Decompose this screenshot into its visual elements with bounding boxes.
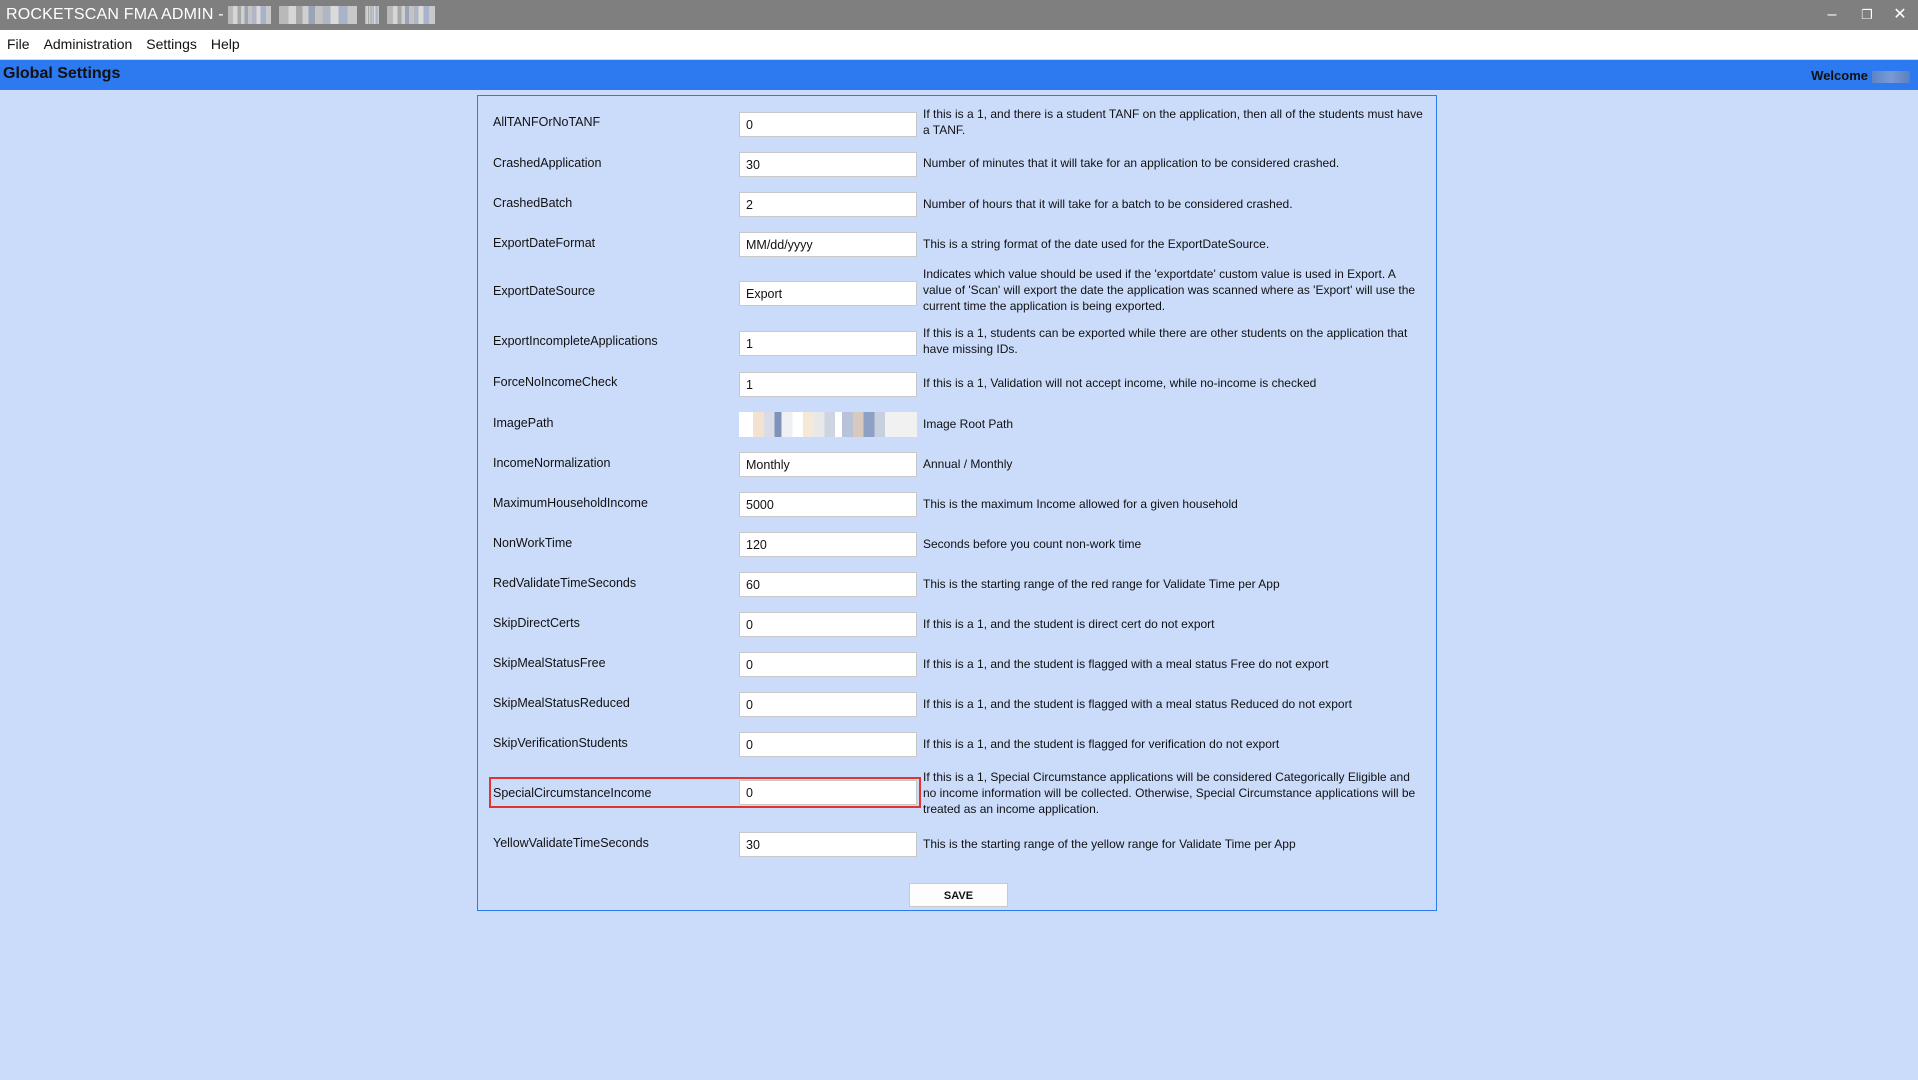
settings-panel xyxy=(477,95,1437,911)
setting-label: SkipMealStatusReduced xyxy=(493,696,630,710)
incomenormalization-input[interactable] xyxy=(739,452,917,477)
redacted-block xyxy=(279,6,357,24)
maximumhouseholdincome-input[interactable] xyxy=(739,492,917,517)
setting-label: SkipDirectCerts xyxy=(493,616,580,630)
menu-bar xyxy=(0,30,1918,60)
setting-label: MaximumHouseholdIncome xyxy=(493,496,648,510)
setting-label: NonWorkTime xyxy=(493,536,573,550)
setting-label: ExportDateSource xyxy=(493,284,596,298)
setting-label: SkipVerificationStudents xyxy=(493,736,628,750)
setting-row-crashedbatch xyxy=(478,182,1436,222)
title-bar xyxy=(0,0,1918,30)
menu-settings[interactable]: Settings xyxy=(146,36,197,52)
setting-label: IncomeNormalization xyxy=(493,456,611,470)
menu-file[interactable]: File xyxy=(7,36,30,52)
yellowvalidatetimeseconds-input[interactable] xyxy=(739,832,917,857)
setting-label: RedValidateTimeSeconds xyxy=(493,576,637,590)
setting-description: This is the starting range of the yellow range for Validate Time per App xyxy=(923,837,1296,851)
setting-label: ForceNoIncomeCheck xyxy=(493,375,618,389)
alltanfornotanf-input[interactable] xyxy=(739,112,917,137)
setting-label: CrashedBatch xyxy=(493,196,573,210)
skipdirectcerts-input[interactable] xyxy=(739,612,917,637)
setting-label: SkipMealStatusFree xyxy=(493,656,606,670)
setting-description: If this is a 1, students can be exported while there are other students on the application that have missing IDs. xyxy=(923,326,1408,356)
exportincompleteapplications-input[interactable] xyxy=(739,331,917,356)
setting-row-skipdirectcerts xyxy=(478,602,1436,642)
skipmealstatusreduced-input[interactable] xyxy=(739,692,917,717)
redacted-block xyxy=(387,6,435,24)
setting-label: ExportIncompleteApplications xyxy=(493,334,658,348)
setting-row-yellowvalidatetimeseconds xyxy=(478,822,1436,862)
setting-row-specialcircumstanceincome xyxy=(478,762,1436,822)
forcenoincomecheck-input[interactable] xyxy=(739,372,917,397)
setting-row-redvalidatetimeseconds xyxy=(478,562,1436,602)
skipverificationstudents-input[interactable] xyxy=(739,732,917,757)
setting-description: Number of hours that it will take for a batch to be considered crashed. xyxy=(923,197,1293,211)
setting-row-skipmealstatusfree xyxy=(478,642,1436,682)
redvalidatetimeseconds-input[interactable] xyxy=(739,572,917,597)
setting-description: If this is a 1, and the student is flagged with a meal status Free do not export xyxy=(923,657,1329,671)
skipmealstatusfree-input[interactable] xyxy=(739,652,917,677)
setting-label: ExportDateFormat xyxy=(493,236,596,250)
setting-label: ImagePath xyxy=(493,416,554,430)
window-title xyxy=(6,6,435,24)
setting-label: SpecialCircumstanceIncome xyxy=(493,786,652,800)
nonworktime-input[interactable] xyxy=(739,532,917,557)
page-header xyxy=(0,60,1918,90)
setting-row-maximumhouseholdincome xyxy=(478,482,1436,522)
setting-description: Annual / Monthly xyxy=(923,457,1013,471)
setting-description: Indicates which value should be used if the 'exportdate' custom value is used in Export. A value of 'Scan' will export the date the application was scanned where as 'Export' will use the current time the application is being exported. xyxy=(923,267,1416,313)
setting-description: If this is a 1, Special Circumstance applications will be considered Categorically Eligible and no income information will be collected. Otherwise, Special Circumstance applications will be treated as an income application. xyxy=(923,770,1416,816)
welcome-text: Welcome xyxy=(1811,68,1868,83)
setting-row-exportdatesource xyxy=(478,262,1436,322)
setting-description: Seconds before you count non-work time xyxy=(923,537,1142,551)
setting-row-nonworktime xyxy=(478,522,1436,562)
redacted-block xyxy=(228,6,271,24)
setting-row-exportincompleteapplications xyxy=(478,322,1436,362)
page-title: Global Settings xyxy=(3,65,121,82)
setting-label: YellowValidateTimeSeconds xyxy=(493,836,649,850)
setting-description: This is the starting range of the red range for Validate Time per App xyxy=(923,577,1280,591)
setting-description: If this is a 1, and the student is flagged with a meal status Reduced do not export xyxy=(923,697,1352,711)
setting-label: CrashedApplication xyxy=(493,156,602,170)
setting-row-incomenormalization xyxy=(478,442,1436,482)
exportdateformat-input[interactable] xyxy=(739,232,917,257)
setting-label: AllTANFOrNoTANF xyxy=(493,115,601,129)
window-title-text: ROCKETSCAN FMA ADMIN - xyxy=(6,6,224,24)
setting-row-imagepath xyxy=(478,402,1436,442)
setting-row-forcenoincomecheck xyxy=(478,362,1436,402)
setting-description: If this is a 1, and there is a student TANF on the application, then all of the students must have a TANF. xyxy=(923,107,1423,137)
setting-description: If this is a 1, and the student is flagged for verification do not export xyxy=(923,737,1280,751)
restore-icon[interactable]: ❐ xyxy=(1861,7,1873,22)
setting-row-skipverificationstudents xyxy=(478,722,1436,762)
menu-help[interactable]: Help xyxy=(210,36,240,52)
setting-description: This is a string format of the date used for the ExportDateSource. xyxy=(923,237,1270,251)
menu-administration[interactable]: Administration xyxy=(43,36,133,52)
setting-description: Number of minutes that it will take for an application to be considered crashed. xyxy=(923,156,1340,170)
close-icon[interactable]: ✕ xyxy=(1893,6,1907,23)
specialcircumstanceincome-input[interactable] xyxy=(739,780,917,805)
setting-description: This is the maximum Income allowed for a given household xyxy=(923,497,1238,511)
redacted-block xyxy=(365,6,379,24)
setting-description: Image Root Path xyxy=(923,417,1014,431)
exportdatesource-input[interactable] xyxy=(739,281,917,306)
minimize-icon[interactable]: – xyxy=(1827,6,1837,23)
redacted-username xyxy=(1872,71,1910,83)
crashedbatch-input[interactable] xyxy=(739,192,917,217)
setting-row-exportdateformat xyxy=(478,222,1436,262)
imagepath-input-redacted[interactable] xyxy=(739,412,917,437)
crashedapplication-input[interactable] xyxy=(739,152,917,177)
setting-description: If this is a 1, Validation will not accept income, while no-income is checked xyxy=(923,376,1317,390)
setting-row-alltanfornotanf xyxy=(478,102,1436,142)
setting-row-skipmealstatusreduced xyxy=(478,682,1436,722)
welcome-user xyxy=(1811,68,1910,83)
save-button[interactable]: SAVE xyxy=(909,883,1008,907)
setting-row-crashedapplication xyxy=(478,142,1436,182)
setting-description: If this is a 1, and the student is direct cert do not export xyxy=(923,617,1215,631)
